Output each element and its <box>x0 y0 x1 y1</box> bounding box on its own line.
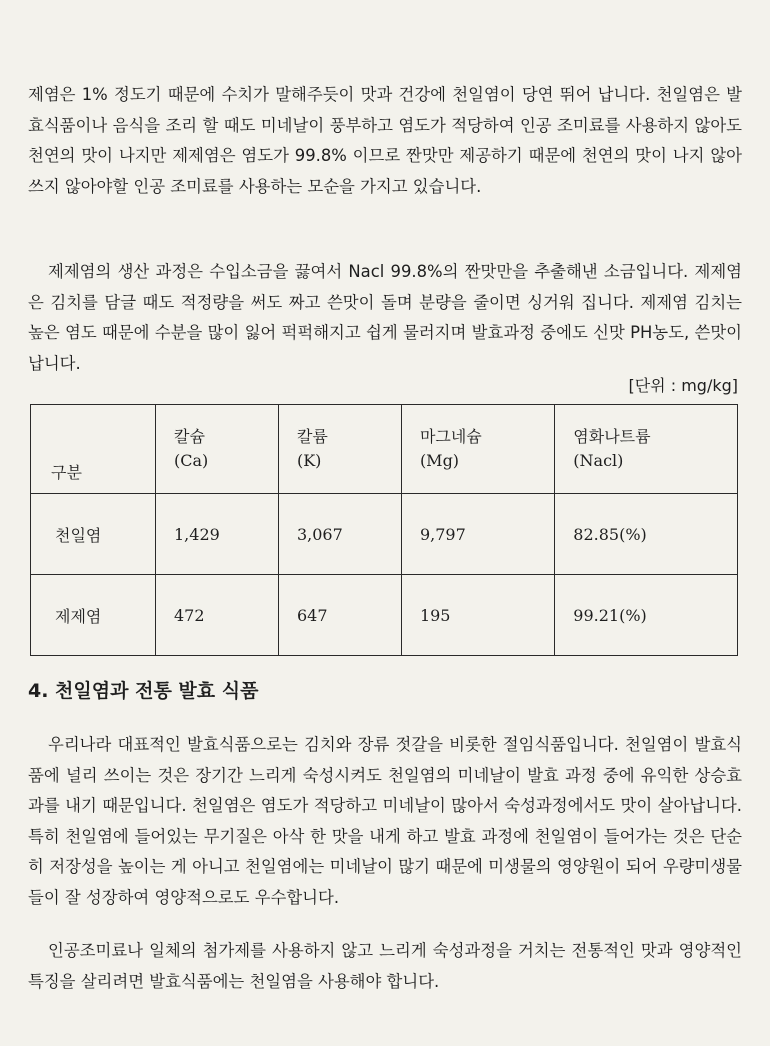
paragraph-refined-salt-process: 제제염의 생산 과정은 수입소금을 끓여서 Nacl 99.8%의 짠맛만을 추출해낸 소금입니다. 제제염은 김치를 담글 때도 적정량을 써도 짜고 쓴맛이 돌며 분량을 줄이면 싱거워 집니다. 제제염 김치는 높은 염도 때문에 수분을 많이 잃어 퍽퍽해지고 쉽게 물러지며 발효과정 중에도 신맛 PH농도, 쓴맛이 납니다. <box>28 262 742 373</box>
table-cell: 82.85(%) <box>555 494 738 575</box>
column-header-calcium: 칼슘 (Ca) <box>156 405 279 494</box>
table-row <box>31 494 738 575</box>
table-cell: 195 <box>401 575 554 656</box>
section-title: 4. 천일염과 전통 발효 식품 <box>28 680 259 702</box>
column-header-potassium: 칼륨 (K) <box>278 405 401 494</box>
table-cell: 647 <box>278 575 401 656</box>
table-cell: 99.21(%) <box>555 575 738 656</box>
table-cell: 472 <box>156 575 279 656</box>
mineral-content-table <box>30 404 738 656</box>
table-cell: 9,797 <box>401 494 554 575</box>
table-row <box>31 575 738 656</box>
table-cell: 3,067 <box>278 494 401 575</box>
column-header-magnesium: 마그네슘 (Mg) <box>401 405 554 494</box>
table-corner-header: 구분 <box>31 405 156 494</box>
row-label-refined-salt: 제제염 <box>31 575 156 656</box>
paragraph-salt-comparison: 제염은 1% 정도기 때문에 수치가 말해주듯이 맛과 건강에 천일염이 당연 뛰어 납니다. 천일염은 발효식품이나 음식을 조리 할 때도 미네날이 풍부하고 염도가 적당하여 인공 조미료를 사용하지 않아도 천연의 맛이 나지만 제제염은 염도가 99.8% 이므로 짠맛만 제공하기 때문에 천연의 맛이 나지 않아 쓰지 않아야할 인공 조미료를 사용하는 모순을 가지고 있습니다. <box>28 85 742 196</box>
table-header-row <box>31 405 738 494</box>
table-unit-label: [단위 : mg/kg] <box>628 376 738 395</box>
column-header-sodium-chloride: 염화나트륨 (Nacl) <box>555 405 738 494</box>
paragraph-fermented-foods: 우리나라 대표적인 발효식품으로는 김치와 장류 젓갈을 비롯한 절임식품입니다. 천일염이 발효식품에 널리 쓰이는 것은 장기간 느리게 숙성시켜도 천일염의 미네날이 발효 과정 중에 유익한 상승효과를 내기 때문입니다. 천일염은 염도가 적당하고 미네날이 많아서 숙성과정에서도 맛이 살아납니다. 특히 천일염에 들어있는 무기질은 아삭 한 맛을 내게 하고 발효 과정에 천일염이 들어가는 것은 단순히 저장성을 높이는 게 아니고 천일염에는 미네날이 많기 때문에 미생물의 영양원이 되어 우량미생물들이 잘 성장하여 영양적으로도 우수합니다. <box>28 735 742 907</box>
table-cell: 1,429 <box>156 494 279 575</box>
paragraph-conclusion: 인공조미료나 일체의 첨가제를 사용하지 않고 느리게 숙성과정을 거치는 전통적인 맛과 영양적인 특징을 살리려면 발효식품에는 천일염을 사용해야 합니다. <box>28 941 742 991</box>
row-label-sea-salt: 천일염 <box>31 494 156 575</box>
